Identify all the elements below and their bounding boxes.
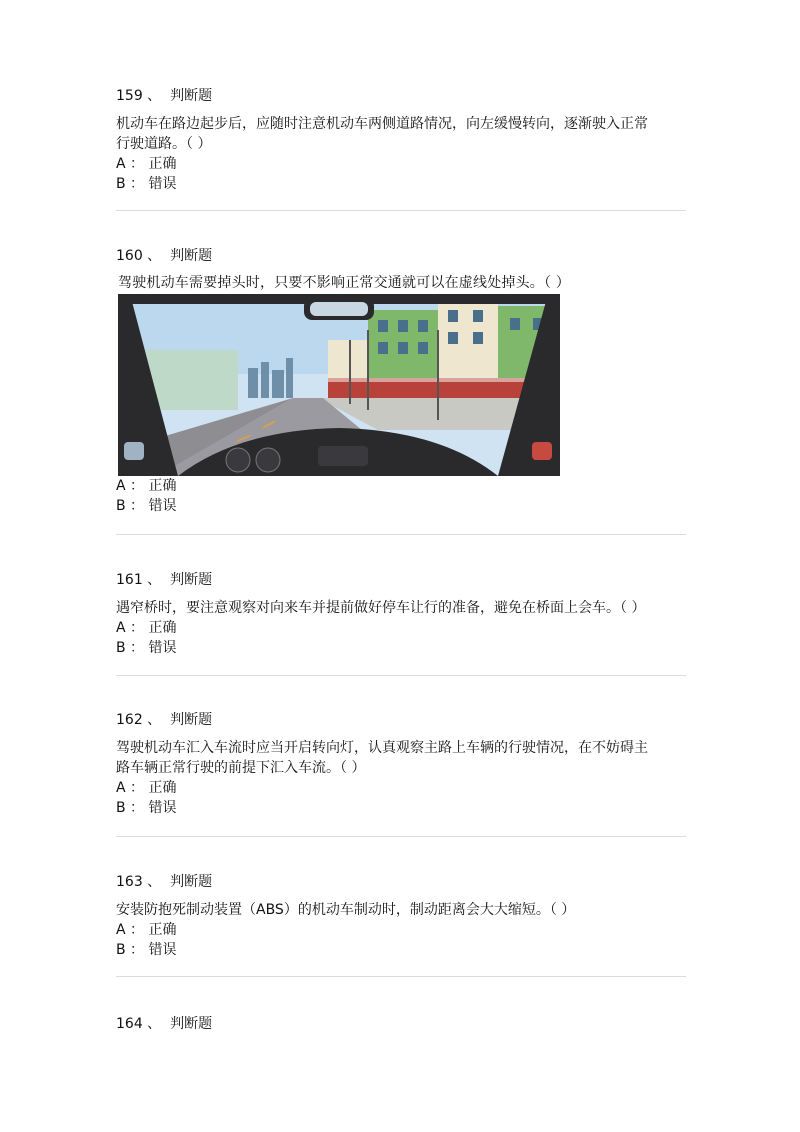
option-b: B ： 错误 — [116, 498, 177, 514]
question-number: 163 、 — [116, 874, 162, 890]
question-type: 判断题 — [170, 248, 213, 264]
divider — [116, 675, 686, 676]
question-163 — [116, 872, 686, 960]
divider — [116, 534, 686, 535]
option-a: A ： 正确 — [116, 156, 177, 172]
question-type: 判断题 — [170, 572, 213, 588]
question-header — [116, 872, 686, 892]
divider — [116, 210, 686, 211]
question-number: 162 、 — [116, 712, 162, 728]
question-text: 安装防抱死制动装置（ABS）的机动车制动时，制动距离会大大缩短。（ ） — [116, 902, 576, 918]
question-text-line: 驾驶机动车汇入车流时应当开启转向灯，认真观察主路上车辆的行驶情况，在不妨碍主 — [116, 740, 648, 756]
question-162 — [116, 710, 686, 818]
question-type: 判断题 — [170, 1016, 213, 1032]
question-number: 160 、 — [116, 248, 162, 264]
question-160-image — [118, 270, 571, 476]
question-header — [116, 86, 686, 106]
question-header — [116, 710, 686, 730]
question-type: 判断题 — [170, 88, 213, 104]
question-159 — [116, 86, 686, 194]
option-a: A ： 正确 — [116, 922, 177, 938]
question-text: 遇窄桥时，要注意观察对向来车并提前做好停车让行的准备，避免在桥面上会车。（ ） — [116, 600, 646, 616]
divider — [116, 976, 686, 977]
question-160 — [116, 246, 686, 266]
question-164 — [116, 1014, 686, 1034]
option-a: A ： 正确 — [116, 478, 177, 494]
question-header — [116, 570, 686, 590]
question-text-line: 机动车在路边起步后，应随时注意机动车两侧道路情况，向左缓慢转向，逐渐驶入正常 — [116, 116, 648, 132]
question-number: 161 、 — [116, 572, 162, 588]
question-number: 164 、 — [116, 1016, 162, 1032]
divider — [116, 836, 686, 837]
option-a: A ： 正确 — [116, 780, 177, 796]
question-text: 驾驶机动车需要掉头时，只要不影响正常交通就可以在虚线处掉头。（ ） — [118, 275, 571, 291]
question-text — [116, 114, 686, 154]
question-160-options — [116, 476, 686, 516]
option-b: B ： 错误 — [116, 800, 177, 816]
question-type: 判断题 — [170, 712, 213, 728]
option-b: B ： 错误 — [116, 942, 177, 958]
question-type: 判断题 — [170, 874, 213, 890]
question-text — [116, 738, 686, 778]
question-header — [116, 246, 686, 266]
option-b: B ： 错误 — [116, 640, 177, 656]
question-text-line: 路车辆正常行驶的前提下汇入车流。（ ） — [116, 760, 366, 776]
windshield-road-scene-illustration-icon — [118, 270, 560, 476]
question-text-line: 行驶道路。（ ） — [116, 136, 212, 152]
question-header — [116, 1014, 686, 1034]
option-a: A ： 正确 — [116, 620, 177, 636]
question-number: 159 、 — [116, 88, 162, 104]
option-b: B ： 错误 — [116, 176, 177, 192]
question-161 — [116, 570, 686, 658]
